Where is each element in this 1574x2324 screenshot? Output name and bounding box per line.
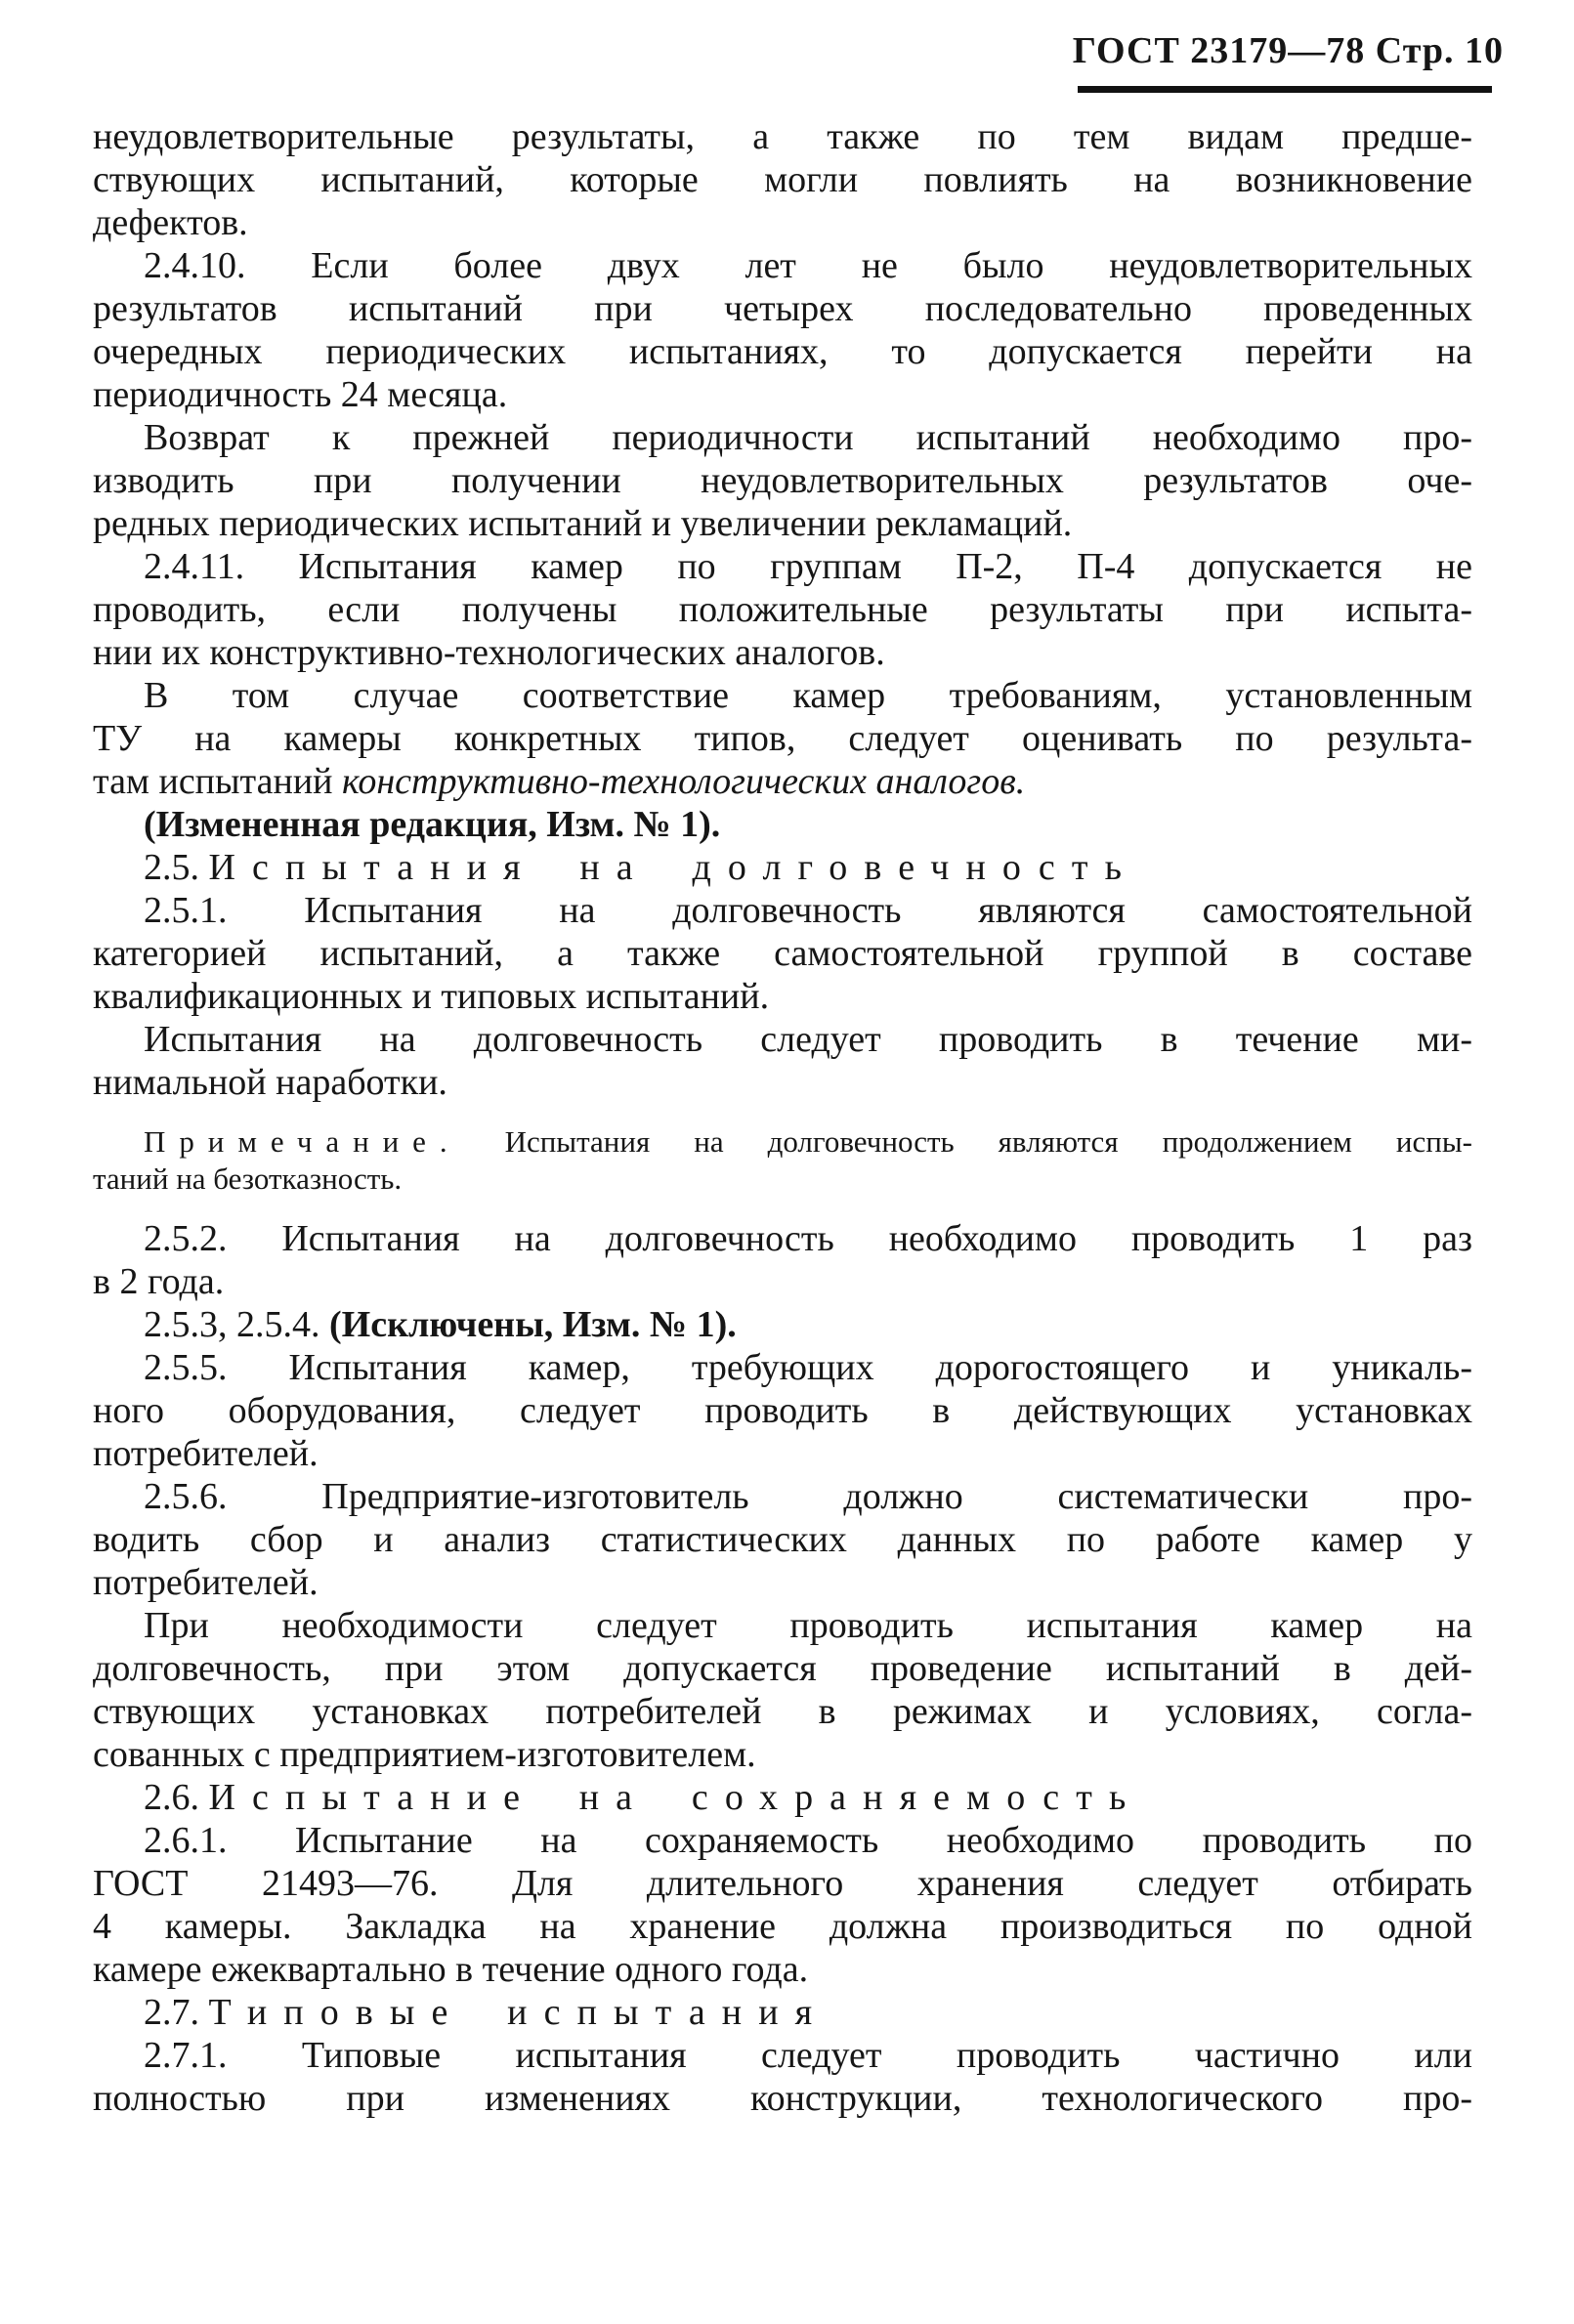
text-segment: долговечность, при этом допускается проведение испытаний в дей- <box>93 1648 1472 1689</box>
text-line <box>93 760 1472 803</box>
text-segment: потребителей. <box>93 1433 319 1474</box>
text-line <box>93 2034 1472 2077</box>
text-segment: конструктивно-технологических аналогов. <box>342 761 1026 802</box>
text-line <box>93 2077 1472 2120</box>
text-segment: Испытания на долговечность являются продолжением испы- <box>460 1124 1472 1159</box>
text-segment: При необходимости следует проводить испытания камер на <box>144 1605 1472 1646</box>
text-segment: 2.5.2. Испытания на долговечность необходимо проводить 1 раз <box>144 1218 1472 1259</box>
text-line <box>93 803 1472 846</box>
text-line <box>93 1389 1472 1432</box>
text-segment: 2.5. <box>144 847 209 888</box>
text-segment: ГОСТ 21493—76. Для длительного хранения следует отбирать <box>93 1863 1472 1904</box>
text-line <box>93 1991 1472 2034</box>
text-segment: 2.6.1. Испытание на сохраняемость необходимо проводить по <box>144 1820 1472 1861</box>
text-line <box>93 1303 1472 1346</box>
text-line <box>93 1260 1472 1303</box>
text-segment: в 2 года. <box>93 1261 225 1302</box>
text-line <box>93 932 1472 975</box>
text-segment: изводить при получении неудовлетворительных результатов оче- <box>93 460 1472 501</box>
header-rule <box>1078 86 1492 93</box>
text-segment: В том случае соответствие камер требованиям, установленным <box>144 675 1472 716</box>
text-line <box>93 846 1472 889</box>
text-line <box>93 1647 1472 1690</box>
text-segment: нии их конструктивно-технологических аналогов. <box>93 632 885 673</box>
text-segment: периодичность 24 месяца. <box>93 374 508 415</box>
text-segment: 2.7. <box>144 1992 209 2033</box>
text-segment: потребителей. <box>93 1562 319 1603</box>
text-line <box>93 1018 1472 1061</box>
text-segment: очередных периодических испытаниях, то допускается перейти на <box>93 331 1472 372</box>
text-segment: редных периодических испытаний и увеличении рекламаций. <box>93 503 1073 544</box>
text-segment: таний на безотказность. <box>93 1162 403 1196</box>
text-segment: дефектов. <box>93 202 248 243</box>
text-line <box>93 1733 1472 1776</box>
text-segment: (Исключены, Изм. № 1). <box>329 1304 737 1345</box>
text-segment: Возврат к прежней периодичности испытаний необходимо про- <box>144 417 1472 458</box>
text-line <box>93 416 1472 459</box>
text-line <box>93 1518 1472 1561</box>
text-segment: Испытания на долговечность следует проводить в течение ми- <box>144 1019 1472 1060</box>
text-segment: 4 камеры. Закладка на хранение должна производиться по одной <box>93 1906 1472 1947</box>
text-segment: результатов испытаний при четырех последовательно проведенных <box>93 288 1472 329</box>
document-body <box>93 115 1472 2120</box>
text-segment: категорией испытаний, а также самостоятельной группой в составе <box>93 933 1472 974</box>
text-segment: ного оборудования, следует проводить в действующих установках <box>93 1390 1472 1431</box>
text-line <box>93 1604 1472 1647</box>
text-line <box>93 115 1472 158</box>
text-line <box>93 588 1472 631</box>
text-segment: квалификационных и типовых испытаний. <box>93 976 770 1017</box>
text-line <box>93 545 1472 588</box>
text-segment: ТУ на камеры конкретных типов, следует оценивать по результа- <box>93 718 1472 759</box>
text-line <box>93 1123 1472 1161</box>
text-segment: 2.5.5. Испытания камер, требующих дорогостоящего и уникаль- <box>144 1347 1472 1388</box>
text-line <box>93 330 1472 373</box>
text-line <box>93 1819 1472 1862</box>
spaced-heading-text: Типовые испытания <box>208 1992 830 2033</box>
text-line <box>93 1690 1472 1733</box>
text-line <box>93 1346 1472 1389</box>
text-segment: 2.6. <box>144 1777 209 1818</box>
text-segment: 2.7.1. Типовые испытания следует проводить частично или <box>144 2035 1472 2076</box>
text-line <box>93 1475 1472 1518</box>
text-line <box>93 1161 1472 1198</box>
text-segment: водить сбор и анализ статистических данных по работе камер у <box>93 1519 1472 1560</box>
text-line <box>93 631 1472 674</box>
text-line <box>93 373 1472 416</box>
spaced-heading-text: Испытания на долговечность <box>208 847 1139 888</box>
text-segment: там испытаний <box>93 761 342 802</box>
text-line <box>93 1905 1472 1948</box>
text-segment: 2.5.6. Предприятие-изготовитель должно систематически про- <box>144 1476 1472 1517</box>
text-line <box>93 975 1472 1018</box>
text-segment: проводить, если получены положительные результаты при испыта- <box>93 589 1472 630</box>
text-line <box>93 1561 1472 1604</box>
text-line <box>93 502 1472 545</box>
text-segment: 2.5.3, 2.5.4. <box>144 1304 329 1345</box>
text-line <box>93 201 1472 244</box>
text-line <box>93 1948 1472 1991</box>
text-line <box>93 1432 1472 1475</box>
text-line <box>93 1217 1472 1260</box>
text-segment: (Измененная редакция, Изм. № 1). <box>144 804 721 845</box>
text-line <box>93 244 1472 287</box>
spaced-heading-text: Испытание на сохраняемость <box>208 1777 1143 1818</box>
text-segment: камере ежеквартально в течение одного года. <box>93 1949 809 1990</box>
text-line <box>93 459 1472 502</box>
text-line <box>93 889 1472 932</box>
text-line <box>93 717 1472 760</box>
text-segment: 2.5.1. Испытания на долговечность являются самостоятельной <box>144 890 1472 931</box>
text-segment: неудовлетворительные результаты, а также по тем видам предше- <box>93 116 1472 157</box>
text-line <box>93 1061 1472 1104</box>
text-segment: 2.4.11. Испытания камер по группам П-2, П-4 допускается не <box>144 546 1472 587</box>
text-line <box>93 1776 1472 1819</box>
page-header: ГОСТ 23179—78 Стр. 10 <box>1072 30 1504 71</box>
text-segment: полностью при изменениях конструкции, технологического про- <box>93 2078 1472 2119</box>
text-segment: сованных с предприятием-изготовителем. <box>93 1734 756 1775</box>
text-line <box>93 158 1472 201</box>
text-segment: ствующих испытаний, которые могли повлиять на возникновение <box>93 159 1472 200</box>
spaced-heading-text: Примечание. <box>144 1124 461 1159</box>
text-segment: нимальной наработки. <box>93 1062 447 1103</box>
text-segment: ствующих установках потребителей в режимах и условиях, согла- <box>93 1691 1472 1732</box>
text-line <box>93 1862 1472 1905</box>
text-line <box>93 287 1472 330</box>
text-segment: 2.4.10. Если более двух лет не было неудовлетворительных <box>144 245 1472 286</box>
text-line <box>93 674 1472 717</box>
